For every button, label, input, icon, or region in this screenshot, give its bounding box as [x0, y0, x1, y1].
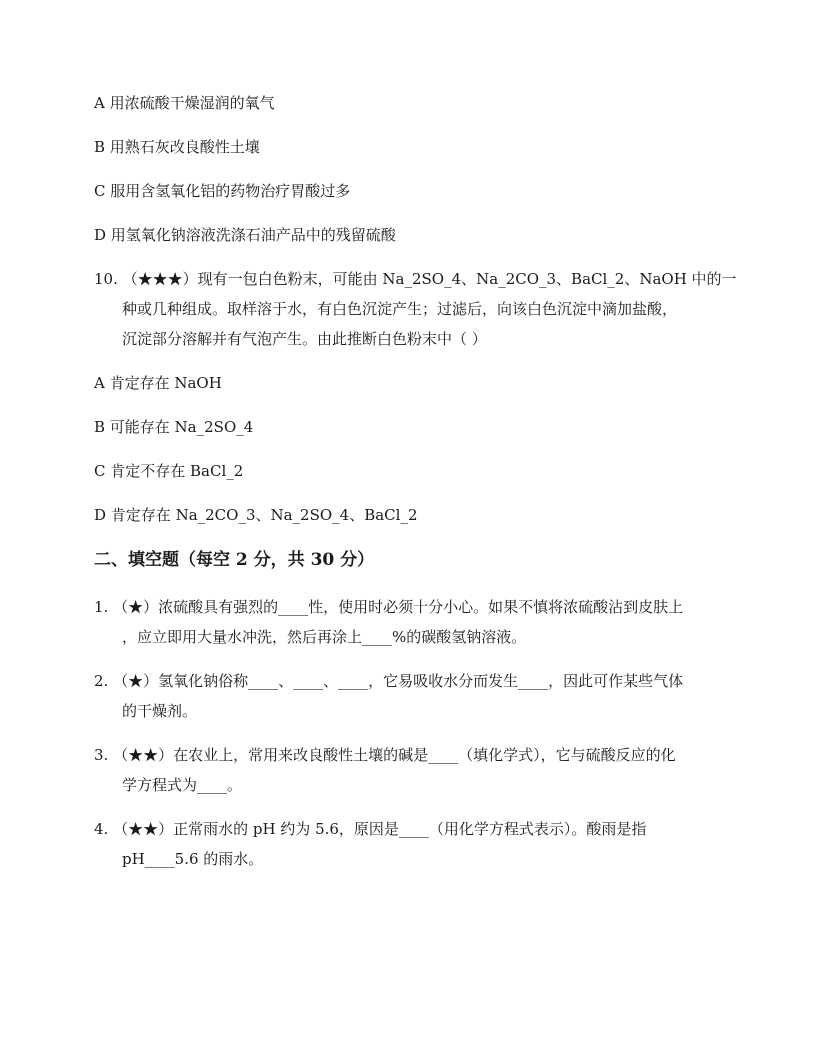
q9-option-b: B 用熟石灰改良酸性土壤: [94, 138, 260, 156]
section-title: 二、填空题（每空 2 分，共 30 分）: [94, 550, 375, 570]
fill-q3-line-2: 学方程式为____。: [122, 776, 243, 794]
q9-option-a: A 用浓硫酸干燥湿润的氧气: [94, 94, 275, 112]
q10-option-d: D 肯定存在 Na_2CO_3、Na_2SO_4、BaCl_2: [94, 506, 418, 524]
q10-option-c: C 肯定不存在 BaCl_2: [94, 462, 244, 480]
fill-q1-line-2: ，应立即用大量水冲洗，然后再涂上____%的碳酸氢钠溶液。: [122, 628, 527, 646]
q10-option-b: B 可能存在 Na_2SO_4: [94, 418, 254, 436]
fill-q4-line-2: pH____5.6 的雨水。: [122, 850, 264, 868]
q9-option-c: C 服用含氢氧化铝的药物治疗胃酸过多: [94, 182, 351, 200]
q10-stem-line-1: 10. （★★★）现有一包白色粉末，可能由 Na_2SO_4、Na_2CO_3、BaCl_2、NaOH 中的一: [94, 270, 737, 288]
q10-option-a: A 肯定存在 NaOH: [94, 374, 222, 392]
fill-q1-line-1: 1. （★）浓硫酸具有强烈的____性，使用时必须十分小心。如果不慎将浓硫酸沾到皮肤上: [94, 598, 684, 616]
document-page: [94, 92, 737, 892]
fill-q2-line-2: 的干燥剂。: [122, 702, 198, 720]
q9-option-d: D 用氢氧化钠溶液洗涤石油产品中的残留硫酸: [94, 226, 396, 244]
fill-q3-line-1: 3. （★★）在农业上，常用来改良酸性土壤的碱是____（填化学式），它与硫酸反应的化: [94, 746, 676, 764]
fill-q4-line-1: 4. （★★）正常雨水的 pH 约为 5.6，原因是____（用化学方程式表示）。酸雨是指: [94, 820, 647, 838]
q10-stem-line-2: 种或几种组成。取样溶于水，有白色沉淀产生；过滤后，向该白色沉淀中滴加盐酸，: [122, 300, 678, 318]
fill-q2-line-1: 2. （★）氢氧化钠俗称____、____、____，它易吸收水分而发生____，因此可作某些气体: [94, 672, 684, 690]
q10-stem-line-3: 沉淀部分溶解并有气泡产生。由此推断白色粉末中（ ）: [122, 330, 487, 348]
